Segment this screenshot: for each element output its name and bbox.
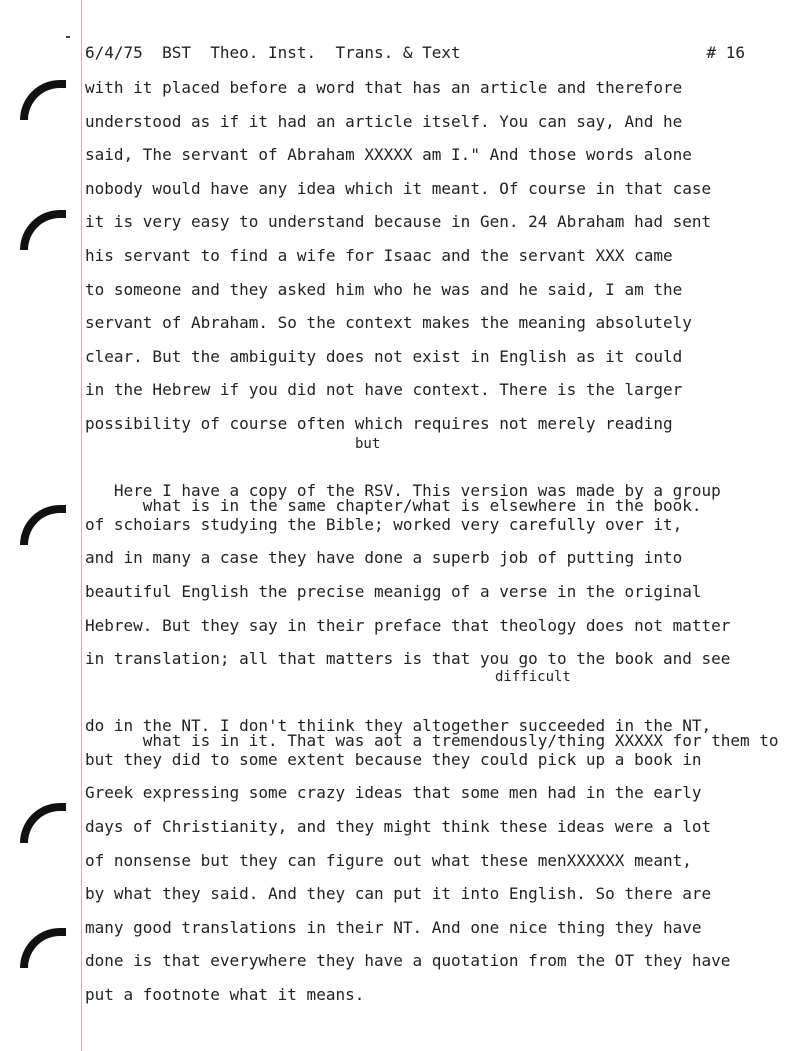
text-line: Hebrew. But they say in their preface that theology does not matter xyxy=(85,615,731,635)
text-line: of schoiars studying the Bible; worked very carefully over it, xyxy=(85,514,683,534)
text-line: clear. But the ambiguity does not exist in English as it could xyxy=(85,346,683,366)
text-line: his servant to find a wife for Isaac and the servant XXX came xyxy=(85,245,673,265)
text-line: Here I have a copy of the RSV. This version was made by a group xyxy=(85,481,721,501)
stray-mark xyxy=(66,36,70,38)
binder-hole-mark xyxy=(20,928,66,968)
text-line: but they did to some extent because they could pick up a book in xyxy=(85,749,702,769)
text-line: put a footnote what it means. xyxy=(85,985,365,1005)
text-line: understood as if it had an article itself. You can say, And he xyxy=(85,111,683,131)
text-line: of nonsense but they can figure out what these menXXXXXX meant, xyxy=(85,850,692,870)
page-header xyxy=(85,42,745,64)
text-line: do in the NT. I don't thiink they altogether succeeded in the NT, xyxy=(85,716,712,736)
binder-hole-mark xyxy=(20,80,66,120)
text-line: possibility of course often which requires not merely reading xyxy=(85,413,673,433)
interlinear-insertion: difficult xyxy=(495,668,571,685)
text-line: many good translations in their NT. And one nice thing they have xyxy=(85,917,702,937)
header-info: 6/4/75 BST Theo. Inst. Trans. & Text xyxy=(85,43,461,62)
body-text xyxy=(85,76,779,1017)
text-line: with it placed before a word that has an article and therefore xyxy=(85,78,683,97)
text-line: days of Christianity, and they might think these ideas were a lot xyxy=(85,817,712,837)
binder-hole-mark xyxy=(20,505,66,545)
text-line: beautiful English the precise meanigg of a verse in the original xyxy=(85,581,702,601)
text-line: and in many a case they have done a superb job of putting into xyxy=(85,548,683,568)
text-line: nobody would have any idea which it meant. Of course in that case xyxy=(85,178,712,198)
binder-hole-mark xyxy=(20,210,66,250)
text-line: by what they said. And they can put it into English. So there are xyxy=(85,884,712,904)
text-line: in the Hebrew if you did not have context. There is the larger xyxy=(85,380,683,400)
margin-rule xyxy=(81,0,82,1051)
binder-hole-mark xyxy=(20,803,66,843)
text-line: said, The servant of Abraham XXXXX am I." And those words alone xyxy=(85,145,692,165)
text-line: Greek expressing some crazy ideas that some men had in the early xyxy=(85,783,702,803)
text-line: to someone and they asked him who he was and he said, I am the xyxy=(85,279,683,299)
text-line: in translation; all that matters is that you go to the book and see xyxy=(85,649,731,669)
line-text: what is in the same chapter/what is elsewhere in the book. xyxy=(142,495,702,515)
text-line: done is that everywhere they have a quotation from the OT they have xyxy=(85,951,731,971)
line-text: what is in it. That was aot a tremendously/thing XXXXX for them to xyxy=(142,730,779,750)
text-line: it is very easy to understand because in Gen. 24 Abraham had sent xyxy=(85,212,712,232)
text-line: servant of Abraham. So the context makes the meaning absolutely xyxy=(85,313,692,333)
interlinear-insertion: but xyxy=(355,435,381,452)
page-number: # 16 xyxy=(706,43,745,62)
